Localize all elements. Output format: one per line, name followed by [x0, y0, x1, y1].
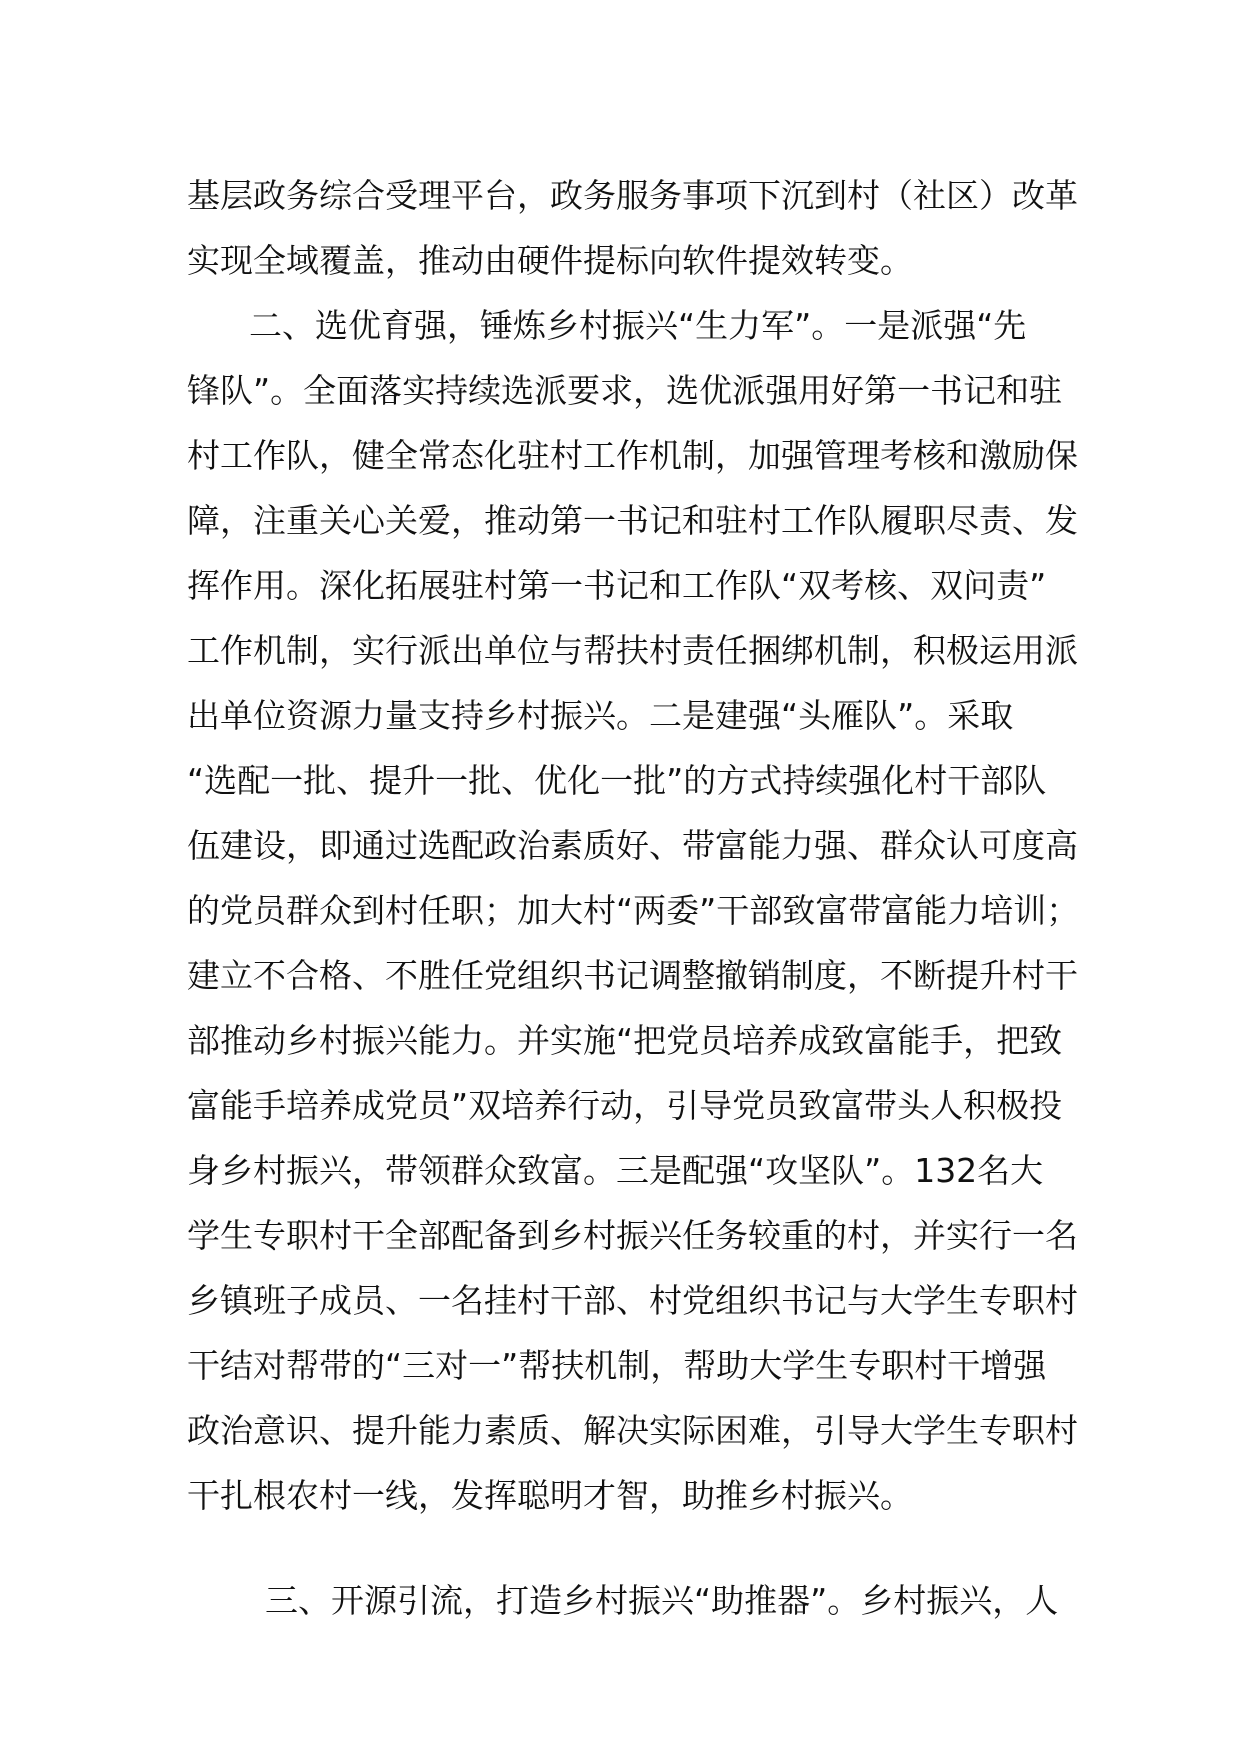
paragraph-section-two — [187, 293, 1080, 1528]
text-line: 锋队”。全面落实持续选派要求，选优派强用好第一书记和驻 — [187, 371, 1063, 410]
text-line: 实现全域覆盖，推动由硬件提标向软件提效转变。 — [187, 241, 913, 280]
document-body — [187, 163, 1080, 1633]
text-line: 出单位资源力量支持乡村振兴。二是建强“头雁队”。采取 — [187, 696, 1014, 735]
text-line: 政治意识、提升能力素质、解决实际困难，引导大学生专职村 — [187, 1411, 1078, 1450]
text-line: 的党员群众到村任职；加大村“两委”干部致富带富能力培训； — [187, 891, 1080, 930]
paragraph-continuation — [187, 163, 1078, 293]
text-line: 挥作用。深化拓展驻村第一书记和工作队“双考核、双问责” — [187, 566, 1047, 605]
text-line: 建立不合格、不胜任党组织书记调整撤销制度，不断提升村干 — [187, 956, 1078, 995]
text-line: 部推动乡村振兴能力。并实施“把党员培养成致富能手，把致 — [187, 1021, 1063, 1060]
text-line: 基层政务综合受理平台，政务服务事项下沉到村（社区）改革 — [187, 176, 1078, 215]
text-line: 干扎根农村一线，发挥聪明才智，助推乡村振兴。 — [187, 1476, 913, 1515]
text-line: 障，注重关心关爱，推动第一书记和驻村工作队履职尽责、发 — [187, 501, 1078, 540]
text-line: 富能手培养成党员”双培养行动，引导党员致富带头人积极投 — [187, 1086, 1063, 1125]
text-line: 干结对帮带的“三对一”帮扶机制，帮助大学生专职村干增强 — [187, 1346, 1047, 1385]
text-line: 村工作队，健全常态化驻村工作机制，加强管理考核和激励保 — [187, 436, 1078, 475]
text-line: “选配一批、提升一批、优化一批”的方式持续强化村干部队 — [187, 761, 1047, 800]
text-line: 三、开源引流，打造乡村振兴“助推器”。乡村振兴，人 — [265, 1581, 1059, 1620]
paragraph-section-three — [187, 1568, 1067, 1633]
text-line: 学生专职村干全部配备到乡村振兴任务较重的村，并实行一名 — [187, 1216, 1078, 1255]
text-line: 身乡村振兴，带领群众致富。三是配强“攻坚队”。132名大 — [187, 1151, 1044, 1190]
text-line: 二、选优育强，锤炼乡村振兴“生力军”。一是派强“先 — [249, 306, 1027, 345]
text-line: 工作机制，实行派出单位与帮扶村责任捆绑机制，积极运用派 — [187, 631, 1078, 670]
paragraph-gap — [187, 1528, 1067, 1568]
text-line: 乡镇班子成员、一名挂村干部、村党组织书记与大学生专职村 — [187, 1281, 1078, 1320]
text-line: 伍建设，即通过选配政治素质好、带富能力强、群众认可度高 — [187, 826, 1078, 865]
